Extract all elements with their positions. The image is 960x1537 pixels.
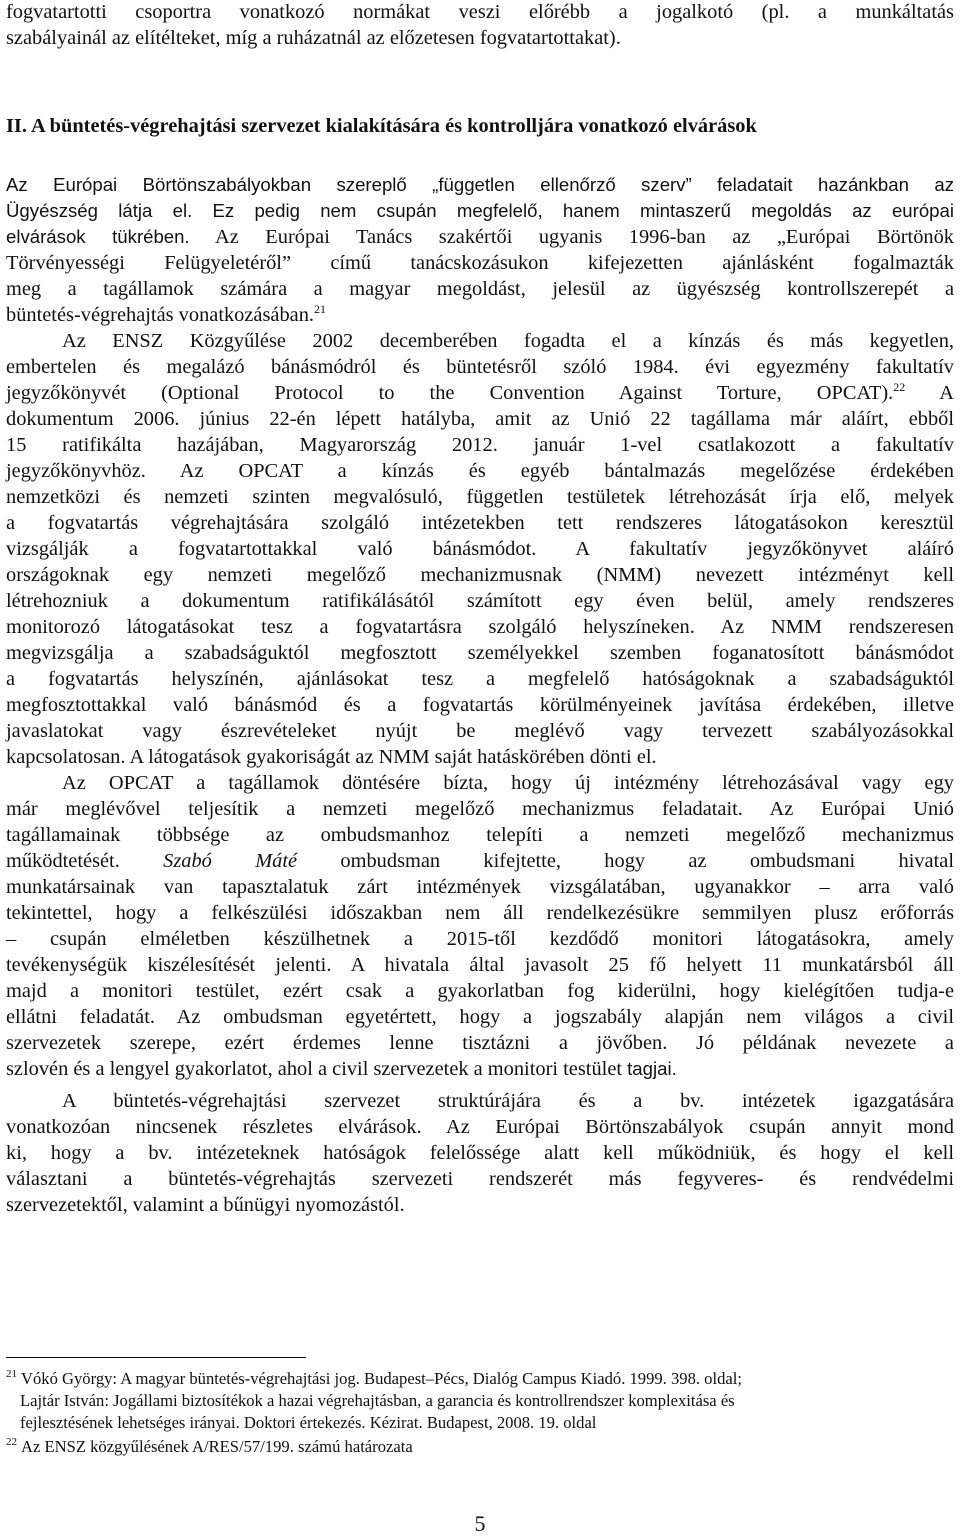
footnote-21 [6, 1368, 954, 1389]
body-line: tekintettel, hogy a felkészülési időszakban nem áll rendelkezésükre semmilyen plusz erőforrás [6, 902, 954, 924]
body-line: dokumentum 2006. június 22-én lépett hatályba, amit az Unió 22 tagállama már aláírt, ebből [6, 408, 954, 430]
footnote-separator [6, 1357, 306, 1358]
body-line: jegyzőkönyvhöz. Az OPCAT a kínzás és egyéb bántalmazás megelőzése érdekében [6, 460, 954, 482]
person-name: Szabó Máté [163, 850, 298, 872]
footnote-22 [6, 1436, 954, 1457]
body-line: a fogvatartás végrehajtására szolgáló intézetekben tett rendszeres látogatásokon keresztül [6, 512, 954, 534]
footnote-line: Lajtár István: Jogállami biztosítékok a hazai végrehajtásban, a garancia és kontrollrendszer komplexitása és [20, 1391, 735, 1410]
footnote-line: fejlesztésének lehetséges irányai. Doktori értekezés. Kézirat. Budapest, 2008. 19. oldal [20, 1413, 597, 1432]
body-line-text: ombudsman kifejtette, hogy az ombudsmani hivatal [340, 850, 954, 872]
body-line [6, 199, 954, 223]
body-line: Törvényességi Felügyeletéről” című tanácskozásukon kifejezetten ajánlásként fogalmazták [6, 252, 954, 274]
body-line: választani a büntetés-végrehajtás szervezeti rendszerét más fegyveres- és rendvédelmi [6, 1168, 954, 1190]
body-line: munkatársainak van tapasztalatuk zárt intézmények vizsgálatában, ugyanakkor – arra való [6, 876, 954, 898]
body-line: monitorozó látogatásokat tesz a fogvatartásra szolgáló helyszíneken. Az NMM rendszeresen [6, 616, 954, 638]
body-line: majd a monitori testület, ezért csak a gyakorlatban fog kiderülni, hogy kielégítően tudja-e [6, 980, 954, 1002]
footnote-text: Az ENSZ közgyűlésének A/RES/57/199. számú határozata [21, 1437, 413, 1456]
body-line-text: működtetését. [6, 850, 120, 872]
body-line: tevékenységük kiszélesítését jelenti. A hivatala által javasolt 25 fő helyett 11 munkatársból áll [6, 954, 954, 976]
body-line-text: szlovén és a lengyel gyakorlatot, ahol a civil szervezetek a monitori testület [6, 1058, 623, 1080]
body-line: kapcsolatosan. A látogatások gyakoriságát az NMM saját hatáskörében dönti el. [6, 746, 657, 768]
body-line: javaslatokat vagy észrevételeket nyújt be meglévő vagy tervezett szabályozásokkal [6, 720, 954, 742]
body-line: embertelen és megalázó bánásmódról és büntetésről szóló 1984. évi egyezmény fakultatív [6, 356, 954, 378]
body-line: megvizsgálja a szabadságuktól megfosztott személyekkel szemben foganatosított bánásmódot [6, 642, 954, 664]
body-line: Az Európai Börtönszabályokban szereplő „független ellenőrző szerv” feladatait hazánkban az [6, 174, 954, 195]
body-line-text: Ügyészség látja el. Ez pedig nem csupán megfelelő, hanem mintaszerű megoldás az európai [6, 200, 954, 221]
body-line-text: büntetés-végrehajtás vonatkozásában. [6, 304, 315, 326]
body-line: 15 ratifikálta hazájában, Magyarország 2012. január 1-vel csatlakozott a fakultatív [6, 434, 954, 456]
footnote-number: 22 [6, 1436, 17, 1449]
footnote-text: Vókó György: A magyar büntetés-végrehajtási jog. Budapest–Pécs, Dialóg Campus Kiadó. 1999. 398. oldal; [21, 1369, 742, 1388]
footnote-ref: 22 [893, 380, 906, 395]
body-line: szabályainál az elítélteket, míg a ruházatnál az előzetesen fogvatartottakat). [6, 27, 621, 49]
body-line: vonatkozóan nincsenek részletes elvárások. Az Európai Börtönszabályok csupán annyit mond [6, 1116, 954, 1138]
body-line: meg a tagállamok számára a magyar megoldást, jelesül az ügyészség kontrollszerepét a [6, 278, 954, 300]
body-line: nemzetközi és nemzeti szinten megvalósuló, független testületek létrehozását írja elő, melyek [6, 486, 954, 508]
body-line: megfosztottakkal való bánásmód és a fogvatartás körülményeinek javítása érdekében, illetve [6, 694, 954, 716]
body-line [6, 303, 954, 327]
page-number: 5 [474, 1511, 486, 1536]
body-line-text: A [939, 382, 954, 404]
footnote-ref: 21 [314, 302, 327, 317]
body-line: szervezetek szerepe, ezért érdemes lenne tisztázni a jövőben. Jó példának nevezete a [6, 1032, 954, 1054]
body-line [6, 849, 954, 873]
section-heading: II. A büntetés-végrehajtási szervezet kialakítására és kontrolljára vonatkozó elvárások [6, 115, 757, 137]
footnote-number: 21 [6, 1368, 17, 1381]
body-line: fogvatartotti csoportra vonatkozó normákat veszi előrébb a jogalkotó (pl. a munkáltatás [6, 1, 954, 23]
paragraph-first-line: Az ENSZ Közgyűlése 2002 decemberében fogadta el a kínzás és más kegyetlen, [62, 330, 954, 352]
body-line: szervezetektől, valamint a bűnügyi nyomozástól. [6, 1194, 405, 1216]
paragraph-first-line: A büntetés-végrehajtási szervezet struktúrájára és a bv. intézetek igazgatására [62, 1090, 954, 1112]
body-line: vizsgálják a fogvatartottakkal való bánásmódot. A fakultatív jegyzőkönyvet aláíró [6, 538, 954, 560]
body-line-text: jegyzőkönyvét (Optional Protocol to the Convention Against Torture, OPCAT). [6, 382, 894, 404]
body-line [6, 381, 954, 405]
body-line: tagállamainak többsége az ombudsmanhoz telepíti a nemzeti megelőző mechanizmus [6, 824, 954, 846]
body-line [6, 225, 954, 249]
body-line: a fogvatartás helyszínén, ajánlásokat tesz a megfelelő hatóságoknak a szabadságuktól [6, 668, 954, 690]
body-line: már meglévővel teljesítik a nemzeti megelőző mechanizmus feladatait. Az Európai Unió [6, 798, 954, 820]
body-line-text: tagjai. [627, 1058, 677, 1079]
body-line: létrehozniuk a dokumentum ratifikálásától számított egy éven belül, amely rendszeres [6, 590, 954, 612]
body-line-text: Az Európai Tanács szakértői ugyanis 1996-ban az „Európai Börtönök [215, 226, 954, 248]
body-line: – csupán elméletben készülhetnek a 2015-től kezdődő monitori látogatásokra, amely [6, 928, 954, 950]
body-line-text: elvárások tükrében. [6, 226, 190, 247]
body-line: országoknak egy nemzeti megelőző mechanizmusnak (NMM) nevezett intézményt kell [6, 564, 954, 586]
paragraph-first-line: Az OPCAT a tagállamok döntésére bízta, hogy új intézmény létrehozásával vagy egy [62, 772, 954, 794]
body-line [6, 1057, 954, 1081]
body-line: ki, hogy a bv. intézeteknek hatóságok felelőssége alatt kell működniük, és hogy el kell [6, 1142, 954, 1164]
body-line: ellátni feladatát. Az ombudsman egyetértett, hogy a jogszabály alapján nem világos a civil [6, 1006, 954, 1028]
